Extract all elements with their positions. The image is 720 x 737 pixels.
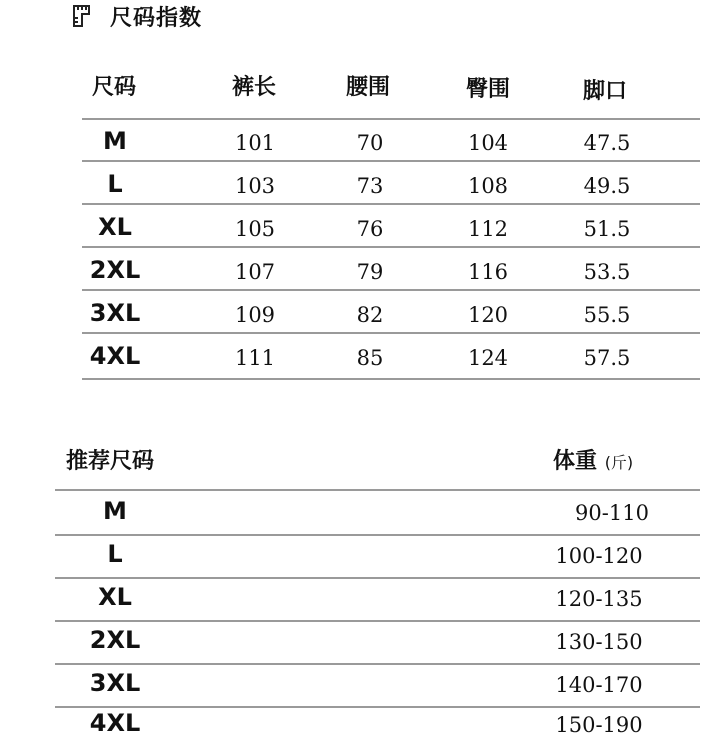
row-divider bbox=[82, 246, 700, 248]
header-waist: 腰围 bbox=[346, 75, 391, 100]
waist-cell: 70 bbox=[356, 131, 384, 155]
size-cell: 2XL bbox=[89, 626, 141, 654]
waist-cell: 85 bbox=[356, 346, 384, 370]
weight-cell: 100-120 bbox=[555, 544, 643, 568]
row-divider bbox=[82, 289, 700, 291]
waist-cell: 79 bbox=[356, 260, 384, 284]
size-cell: 4XL bbox=[89, 709, 141, 737]
size-cell: L bbox=[107, 540, 123, 568]
page-title: 尺码指数 bbox=[110, 6, 203, 31]
header-weight-unit: (斤) bbox=[604, 453, 634, 472]
row-divider bbox=[55, 489, 700, 491]
hip-cell: 116 bbox=[467, 260, 509, 284]
hip-cell: 112 bbox=[467, 217, 509, 241]
header-length: 裤长 bbox=[232, 75, 277, 100]
ruler-icon bbox=[72, 4, 94, 28]
size-cell: 2XL bbox=[89, 256, 141, 284]
header-weight-label: 体重 bbox=[553, 449, 598, 474]
hip-cell: 124 bbox=[467, 346, 509, 370]
hip-cell: 120 bbox=[467, 303, 509, 327]
row-divider bbox=[82, 332, 700, 334]
size-cell: 3XL bbox=[89, 299, 141, 327]
weight-cell: 150-190 bbox=[555, 713, 643, 737]
row-divider bbox=[82, 160, 700, 162]
row-divider bbox=[55, 620, 700, 622]
hem-cell: 57.5 bbox=[583, 346, 631, 370]
hem-cell: 49.5 bbox=[583, 174, 631, 198]
size-cell: L bbox=[107, 170, 123, 198]
row-divider bbox=[55, 663, 700, 665]
row-divider bbox=[55, 706, 700, 708]
hem-cell: 51.5 bbox=[583, 217, 631, 241]
waist-cell: 76 bbox=[356, 217, 384, 241]
length-cell: 105 bbox=[234, 217, 276, 241]
length-cell: 107 bbox=[234, 260, 276, 284]
size-cell: 3XL bbox=[89, 669, 141, 697]
size-cell: M bbox=[103, 127, 127, 155]
hip-cell: 108 bbox=[467, 174, 509, 198]
hip-cell: 104 bbox=[467, 131, 509, 155]
size-cell: XL bbox=[98, 583, 132, 611]
length-cell: 103 bbox=[234, 174, 276, 198]
length-cell: 111 bbox=[234, 346, 276, 370]
weight-cell: 130-150 bbox=[555, 630, 643, 654]
waist-cell: 73 bbox=[356, 174, 384, 198]
header-recommend-size: 推荐尺码 bbox=[66, 449, 155, 474]
header-size: 尺码 bbox=[92, 75, 137, 100]
waist-cell: 82 bbox=[356, 303, 384, 327]
header-hem: 脚口 bbox=[583, 79, 628, 104]
size-cell: 4XL bbox=[89, 342, 141, 370]
size-cell: M bbox=[103, 497, 127, 525]
header-weight bbox=[553, 444, 633, 475]
row-divider bbox=[55, 534, 700, 536]
header-hip: 臀围 bbox=[466, 77, 511, 102]
hem-cell: 55.5 bbox=[583, 303, 631, 327]
row-divider bbox=[82, 378, 700, 380]
weight-cell: 120-135 bbox=[555, 587, 643, 611]
weight-cell: 140-170 bbox=[555, 673, 643, 697]
length-cell: 109 bbox=[234, 303, 276, 327]
weight-cell: 90-110 bbox=[575, 501, 649, 525]
hem-cell: 53.5 bbox=[583, 260, 631, 284]
row-divider bbox=[55, 577, 700, 579]
row-divider bbox=[82, 118, 700, 120]
size-cell: XL bbox=[98, 213, 132, 241]
row-divider bbox=[82, 203, 700, 205]
length-cell: 101 bbox=[234, 131, 276, 155]
hem-cell: 47.5 bbox=[583, 131, 631, 155]
